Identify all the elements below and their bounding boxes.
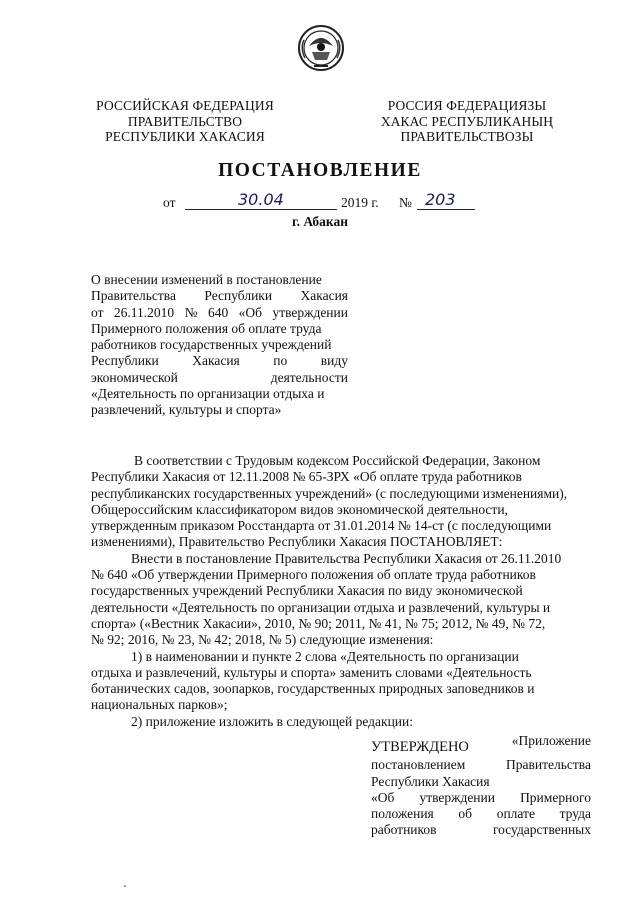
- text-line: работников государственных учреждений: [91, 337, 332, 353]
- text-line: изменениями), Правительство Республики Хакасия ПОСТАНОВЛЯЕТ:: [91, 534, 503, 550]
- word: виду: [320, 353, 348, 369]
- text-line: развлечений, культуры и спорта»: [91, 402, 282, 418]
- word: от: [91, 304, 104, 320]
- justified-line: [91, 353, 348, 369]
- body-text: [91, 453, 591, 749]
- text-line: В соответствии с Трудовым кодексом Российской Федерации, Законом: [134, 453, 541, 468]
- text-line: «Приложение: [511, 733, 591, 749]
- document-title: ПОСТАНОВЛЕНИЕ: [218, 160, 422, 181]
- word: Примерного: [520, 789, 591, 805]
- header-right-line: ХАКАС РЕСПУБЛИКАНЫҢ: [380, 113, 554, 129]
- text-line: УТВЕРЖДЕНО: [371, 739, 469, 755]
- text-line: ботанических садов, зоопарков, государственных природных заповедников и: [91, 681, 535, 697]
- justified-line: [371, 790, 591, 806]
- number-label: №: [399, 195, 412, 210]
- header-left-line: РОССИЙСКАЯ ФЕДЕРАЦИЯ: [96, 98, 274, 113]
- header-left-ru: [80, 98, 290, 145]
- text-line: спорта» («Вестник Хакасии», 2010, № 90; 2011, № 41, № 75; 2012, № 49, № 72,: [91, 615, 546, 631]
- header-left-line: РЕСПУБЛИКИ ХАКАСИЯ: [105, 129, 265, 144]
- justified-line: [91, 288, 348, 304]
- text-line: Общероссийским классификатором видов экономической деятельности,: [91, 501, 508, 517]
- text-line: О внесении изменений в постановление: [91, 272, 322, 287]
- justified-line: [91, 370, 348, 386]
- text-line: отдыха и развлечений, культуры и спорта» заменить словами «Деятельность: [91, 664, 532, 680]
- word: экономической: [91, 369, 178, 385]
- word: Республики: [91, 353, 159, 369]
- number-handwritten: 203: [425, 190, 456, 209]
- text-line: деятельности «Деятельность по организации отдыха и развлечений, культуры и: [91, 599, 551, 615]
- word: труда: [559, 806, 591, 822]
- text-line: № 92; 2016, № 23, № 42; 2018, № 5) следующие изменения:: [91, 632, 434, 648]
- word: Правительства: [506, 757, 591, 773]
- subject-block: [91, 272, 348, 419]
- date-number-line: [0, 190, 640, 215]
- scan-speck: [124, 885, 126, 887]
- text-line: 1) в наименовании и пункте 2 слова «Деятельность по организации: [131, 648, 519, 664]
- word: №: [184, 304, 198, 320]
- text-line: национальных парков»;: [91, 697, 228, 713]
- text-line: Примерного положения об оплате труда: [91, 320, 322, 336]
- word: Правительства: [91, 288, 176, 304]
- text-line: республиканских государственных учреждений» (с последующими изменениями),: [91, 485, 568, 501]
- word: работников: [371, 822, 437, 838]
- date-underline: [185, 190, 337, 210]
- city-name: г. Абакан: [291, 214, 349, 229]
- word: утверждении: [272, 304, 348, 320]
- text-line: 2) приложение изложить в следующей редакции:: [131, 713, 414, 729]
- word: 26.11.2010: [113, 304, 175, 320]
- header-right-line: ПРАВИТЕЛЬСТВОЗЫ: [400, 129, 534, 144]
- justified-line: [371, 806, 591, 822]
- word: положения: [371, 806, 434, 822]
- word: по: [273, 353, 288, 369]
- word: Хакасия: [192, 353, 240, 369]
- word: Хакасия: [300, 288, 348, 304]
- justified-line: [371, 822, 591, 838]
- word: 640: [207, 304, 229, 320]
- justified-line: [371, 757, 591, 773]
- text-line: государственных учреждений Республики Хакасия по виду экономической: [91, 583, 523, 599]
- text-line: Республики Хакасия: [371, 773, 490, 789]
- word: об: [458, 806, 473, 822]
- text-line: Внести в постановление Правительства Республики Хакасия от 26.11.2010: [131, 550, 562, 566]
- text-line: Республики Хакасия от 12.11.2008 № 65-ЗРХ «Об оплате труда работников: [91, 469, 522, 485]
- word: деятельности: [270, 369, 348, 385]
- year-text: 2019 г.: [341, 195, 379, 210]
- word: постановлением: [371, 757, 466, 773]
- word: утверждении: [419, 789, 495, 805]
- text-line: «Деятельность по организации отдыха и: [91, 386, 325, 402]
- text-line: № 640 «Об утверждении Примерного положения об оплате труда работников: [91, 567, 536, 583]
- date-handwritten: 30.04: [238, 190, 284, 209]
- word: оплате: [496, 806, 535, 822]
- header-right-line: РОССИЯ ФЕДЕРАЦИЯЗЫ: [387, 98, 547, 113]
- approval-block: [371, 739, 591, 839]
- word: Республики: [204, 288, 273, 304]
- header-left-line: ПРАВИТЕЛЬСТВО: [127, 113, 243, 129]
- khakassia-coat-of-arms-icon: [296, 22, 346, 74]
- text-line: утвержденным приказом Росстандарта от 31.01.2014 № 14-ст (с последующими: [91, 518, 552, 534]
- word: «Об: [371, 789, 395, 805]
- date-prefix: от: [163, 195, 176, 210]
- justified-line: [91, 305, 348, 321]
- word: «Об: [238, 304, 262, 320]
- header-right-kjh: [362, 98, 572, 145]
- number-underline: [417, 190, 475, 210]
- word: государственных: [492, 822, 591, 838]
